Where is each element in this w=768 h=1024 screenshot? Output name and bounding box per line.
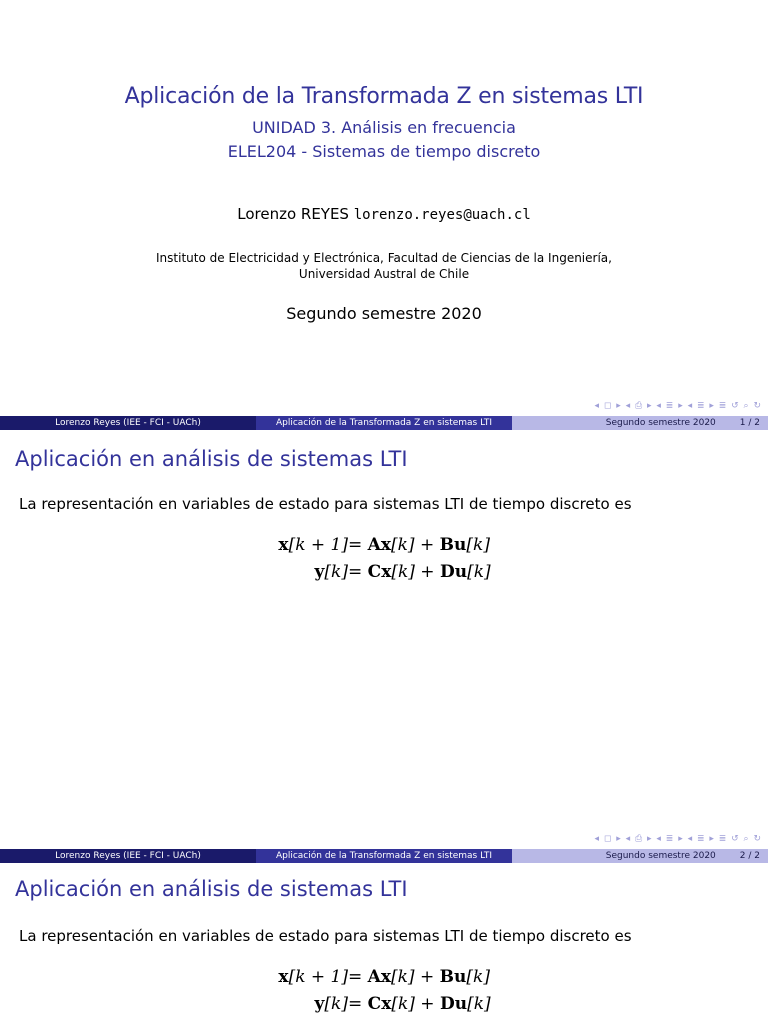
page-number: 2 / 2: [739, 851, 760, 861]
frame-title-2: Aplicación en análisis de sistemas LTI: [15, 877, 408, 901]
presentation-date: Segundo semestre 2020: [286, 304, 482, 323]
frame-title-1: Aplicación en análisis de sistemas LTI: [15, 447, 408, 471]
eq1-lhs: x[k + 1]: [278, 967, 348, 987]
title-slide: [0, 0, 768, 416]
author-name: Lorenzo REYES: [237, 205, 349, 223]
footer-title: Aplicación de la Transformada Z en sistemas LTI: [256, 849, 512, 863]
footer-bar-2: [0, 849, 768, 863]
presentation-subtitle-unit: UNIDAD 3. Análisis en frecuencia: [252, 118, 516, 137]
footer-bar-1: [0, 416, 768, 430]
eq1-rhs: = Ax[k] + Bu[k]: [348, 535, 490, 555]
institution-line-2: Universidad Austral de Chile: [298, 267, 470, 281]
footer-date: Segundo semestre 2020: [605, 418, 716, 428]
author-email: lorenzo.reyes@uach.cl: [353, 207, 531, 223]
eq1-lhs: x[k + 1]: [278, 535, 348, 555]
page-number: 1 / 2: [739, 418, 760, 428]
footer-date-page: [512, 849, 768, 863]
presentation-subtitle-course: ELEL204 - Sistemas de tiempo discreto: [227, 142, 541, 161]
footer-title: Aplicación de la Transformada Z en sistemas LTI: [256, 416, 512, 430]
frame-text-2: La representación en variables de estado para sistemas LTI de tiempo discreto es: [19, 927, 632, 945]
institution-line-1: Instituto de Electricidad y Electrónica, Facultad de Ciencias de la Ingeniería,: [156, 251, 612, 265]
navigation-symbols-1[interactable]: ◂ ◻ ▸ ◂ ⎙ ▸ ◂ ≣ ▸ ◂ ≣ ▸ ≣ ↺ ⌕ ↻: [594, 401, 762, 411]
footer-date: Segundo semestre 2020: [605, 851, 716, 861]
eq2-lhs: y[k]: [314, 994, 348, 1014]
footer-author: Lorenzo Reyes (IEE - FCI - UACh): [0, 849, 256, 863]
frame-text-1: La representación en variables de estado para sistemas LTI de tiempo discreto es: [19, 495, 632, 513]
eq2-lhs: y[k]: [314, 562, 348, 582]
eq2-rhs: = Cx[k] + Du[k]: [348, 994, 491, 1014]
presentation-title: Aplicación de la Transformada Z en sistemas LTI: [124, 84, 644, 109]
navigation-symbols-2[interactable]: ◂ ◻ ▸ ◂ ⎙ ▸ ◂ ≣ ▸ ◂ ≣ ▸ ≣ ↺ ⌕ ↻: [594, 834, 762, 844]
eq1-rhs: = Ax[k] + Bu[k]: [348, 967, 490, 987]
footer-author: Lorenzo Reyes (IEE - FCI - UACh): [0, 416, 256, 430]
eq2-rhs: = Cx[k] + Du[k]: [348, 562, 491, 582]
footer-date-page: [512, 416, 768, 430]
author-line: [0, 205, 768, 223]
